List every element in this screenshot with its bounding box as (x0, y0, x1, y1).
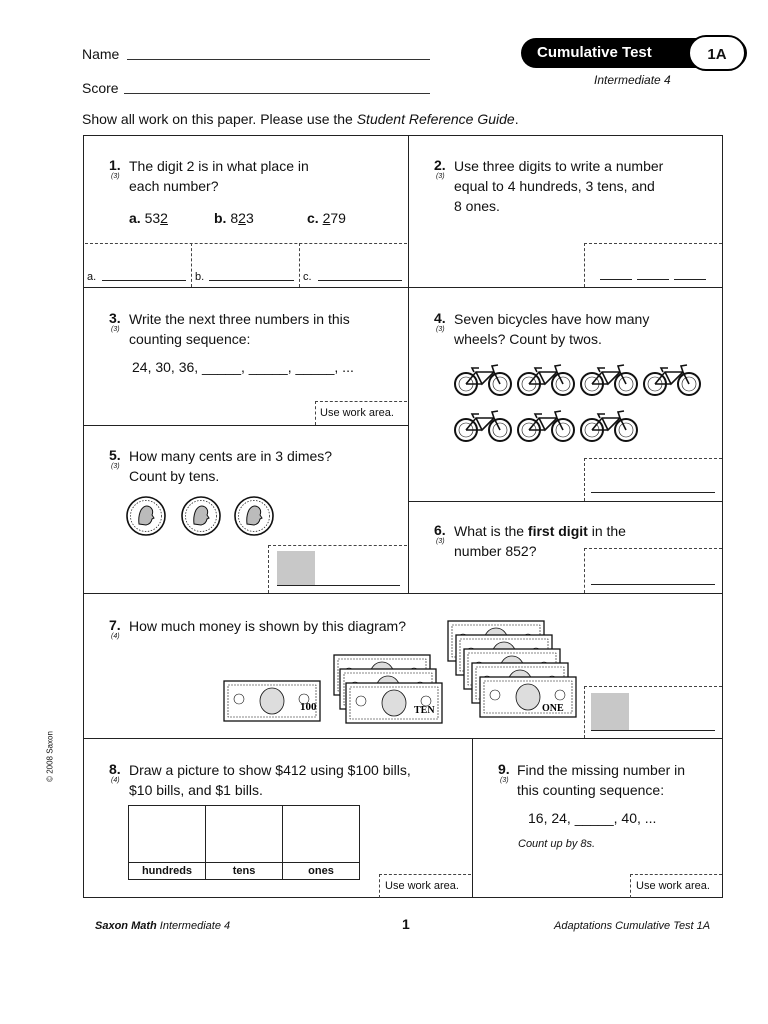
q7-text: How much money is shown by this diagram? (129, 618, 407, 634)
answer-area-border (268, 545, 407, 546)
work-area-border (315, 401, 316, 425)
row-divider (83, 287, 723, 288)
q1-answer-b-line[interactable] (209, 280, 294, 281)
work-area-border (379, 874, 380, 898)
q4-number: 4. (434, 310, 446, 326)
ones-drawing-cell[interactable] (283, 806, 360, 863)
bicycle-icon (581, 365, 637, 395)
q9-hint: Count up by 8s. (518, 838, 596, 850)
q4-answer-line[interactable] (591, 492, 715, 493)
q2-text: Use three digits to write a number equal to 4 hundreds, 3 tens, and 8 ones. (454, 158, 664, 214)
page-number: 1 (402, 916, 410, 932)
q8-number: 8. (109, 761, 121, 777)
bicycle-icon (455, 411, 511, 441)
hundreds-drawing-cell[interactable] (129, 806, 206, 863)
answer-area-border (584, 686, 722, 687)
q4-points: (3) (436, 326, 445, 333)
q1-number: 1. (109, 157, 121, 173)
tens-drawing-cell[interactable] (206, 806, 283, 863)
answer-area-border (584, 548, 585, 593)
q2-points: (3) (436, 173, 445, 180)
hundreds-header: hundreds (129, 863, 206, 880)
tens-header: tens (206, 863, 283, 880)
q3-sequence: 24, 30, 36, _____, _____, _____, ... (132, 359, 354, 375)
name-label: Name (82, 46, 120, 62)
q8-work-area-label: Use work area. (385, 880, 459, 892)
work-area-border (630, 874, 722, 875)
footer-test-name: Adaptations Cumulative Test 1A (554, 920, 711, 932)
q1-answer-c-line[interactable] (318, 280, 402, 281)
answer-area-border (191, 243, 192, 287)
test-subtitle: Intermediate 4 (594, 73, 671, 87)
bicycles-illustration (452, 360, 712, 450)
q9-number: 9. (498, 761, 510, 777)
q4-text: Seven bicycles have how many wheels? Count by twos. (454, 311, 650, 347)
q3-number: 3. (109, 310, 121, 326)
col-divider (408, 135, 409, 593)
score-label: Score (82, 80, 119, 96)
name-line[interactable] (127, 59, 430, 60)
q8-points: (4) (111, 777, 120, 784)
q7-shaded-box (591, 693, 629, 730)
q1-part-c: c. 279 (307, 210, 346, 226)
answer-area-border (268, 545, 269, 593)
place-value-chart (128, 805, 360, 880)
q1-part-a: a. 532 (129, 210, 168, 226)
q1-answer-a-label: a. (87, 271, 97, 283)
q6-text: What is the first digit in the number 852? (454, 523, 626, 559)
score-line[interactable] (124, 93, 430, 94)
q9-work-area-label: Use work area. (636, 880, 710, 892)
dimes-illustration (124, 494, 284, 538)
row-divider (408, 501, 723, 502)
q5-shaded-box (277, 551, 315, 585)
q3-work-area-label: Use work area. (320, 407, 394, 419)
bills-illustration (220, 615, 580, 730)
dime-icon (182, 497, 220, 535)
dime-icon (127, 497, 165, 535)
q1-part-b: b. 823 (214, 210, 254, 226)
bill-10-label: TEN (414, 705, 435, 716)
bicycle-icon (455, 365, 511, 395)
q9-points: (3) (500, 777, 509, 784)
row-divider (83, 425, 408, 426)
q3-points: (3) (111, 326, 120, 333)
instructions: Show all work on this paper. Please use the Student Reference Guide. (82, 111, 519, 127)
q1-answer-c-label: c. (303, 271, 312, 283)
q1-text: The digit 2 is in what place in each number? (129, 158, 309, 194)
answer-area-border (85, 243, 407, 244)
bicycle-icon (518, 365, 574, 395)
answer-area-border (584, 243, 722, 244)
answer-area-border (584, 686, 585, 738)
test-title: Cumulative Test (537, 44, 652, 61)
bill-100-label: 100 (300, 701, 317, 713)
q7-answer-line[interactable] (591, 730, 715, 731)
answer-area-border (584, 548, 722, 549)
bicycle-icon (581, 411, 637, 441)
row-divider (83, 738, 723, 739)
q2-answer-tens-line[interactable] (637, 279, 669, 280)
ten-dollar-bill (346, 683, 442, 723)
answer-area-border (299, 243, 300, 287)
answer-area-border (584, 243, 585, 287)
q7-number: 7. (109, 617, 121, 633)
footer-book-title: Saxon Math Intermediate 4 (95, 920, 231, 932)
test-id-badge: 1A (688, 35, 746, 71)
bicycle-icon (518, 411, 574, 441)
q7-points: (4) (111, 633, 120, 640)
answer-area-border (584, 458, 585, 501)
q1-answer-a-line[interactable] (102, 280, 186, 281)
q5-answer-line[interactable] (277, 585, 400, 586)
q2-answer-hundreds-line[interactable] (600, 279, 632, 280)
work-area-border (315, 401, 407, 402)
q2-number: 2. (434, 157, 446, 173)
q8-text: Draw a picture to show $412 using $100 bills, $10 bills, and $1 bills. (129, 762, 411, 798)
q5-text: How many cents are in 3 dimes? Count by tens. (129, 448, 333, 484)
q6-points: (3) (436, 538, 445, 545)
q9-text: Find the missing number in this counting sequence: (517, 762, 686, 798)
row-divider (83, 593, 723, 594)
work-area-border (379, 874, 471, 875)
answer-area-border (584, 458, 722, 459)
bicycle-icon (644, 365, 700, 395)
dime-icon (235, 497, 273, 535)
col-divider (472, 738, 473, 898)
q3-text: Write the next three numbers in this counting sequence: (129, 311, 350, 347)
ones-header: ones (283, 863, 360, 880)
q5-number: 5. (109, 447, 121, 463)
copyright-notice: © 2008 Saxon (45, 731, 55, 782)
q6-answer-line[interactable] (591, 584, 715, 585)
work-area-border (630, 874, 631, 898)
q6-number: 6. (434, 522, 446, 538)
bill-1-label: ONE (542, 703, 564, 714)
q1-points: (3) (111, 173, 120, 180)
q1-answer-b-label: b. (195, 271, 205, 283)
q2-answer-ones-line[interactable] (674, 279, 706, 280)
q9-sequence: 16, 24, _____, 40, ... (528, 810, 657, 826)
q5-points: (3) (111, 463, 120, 470)
